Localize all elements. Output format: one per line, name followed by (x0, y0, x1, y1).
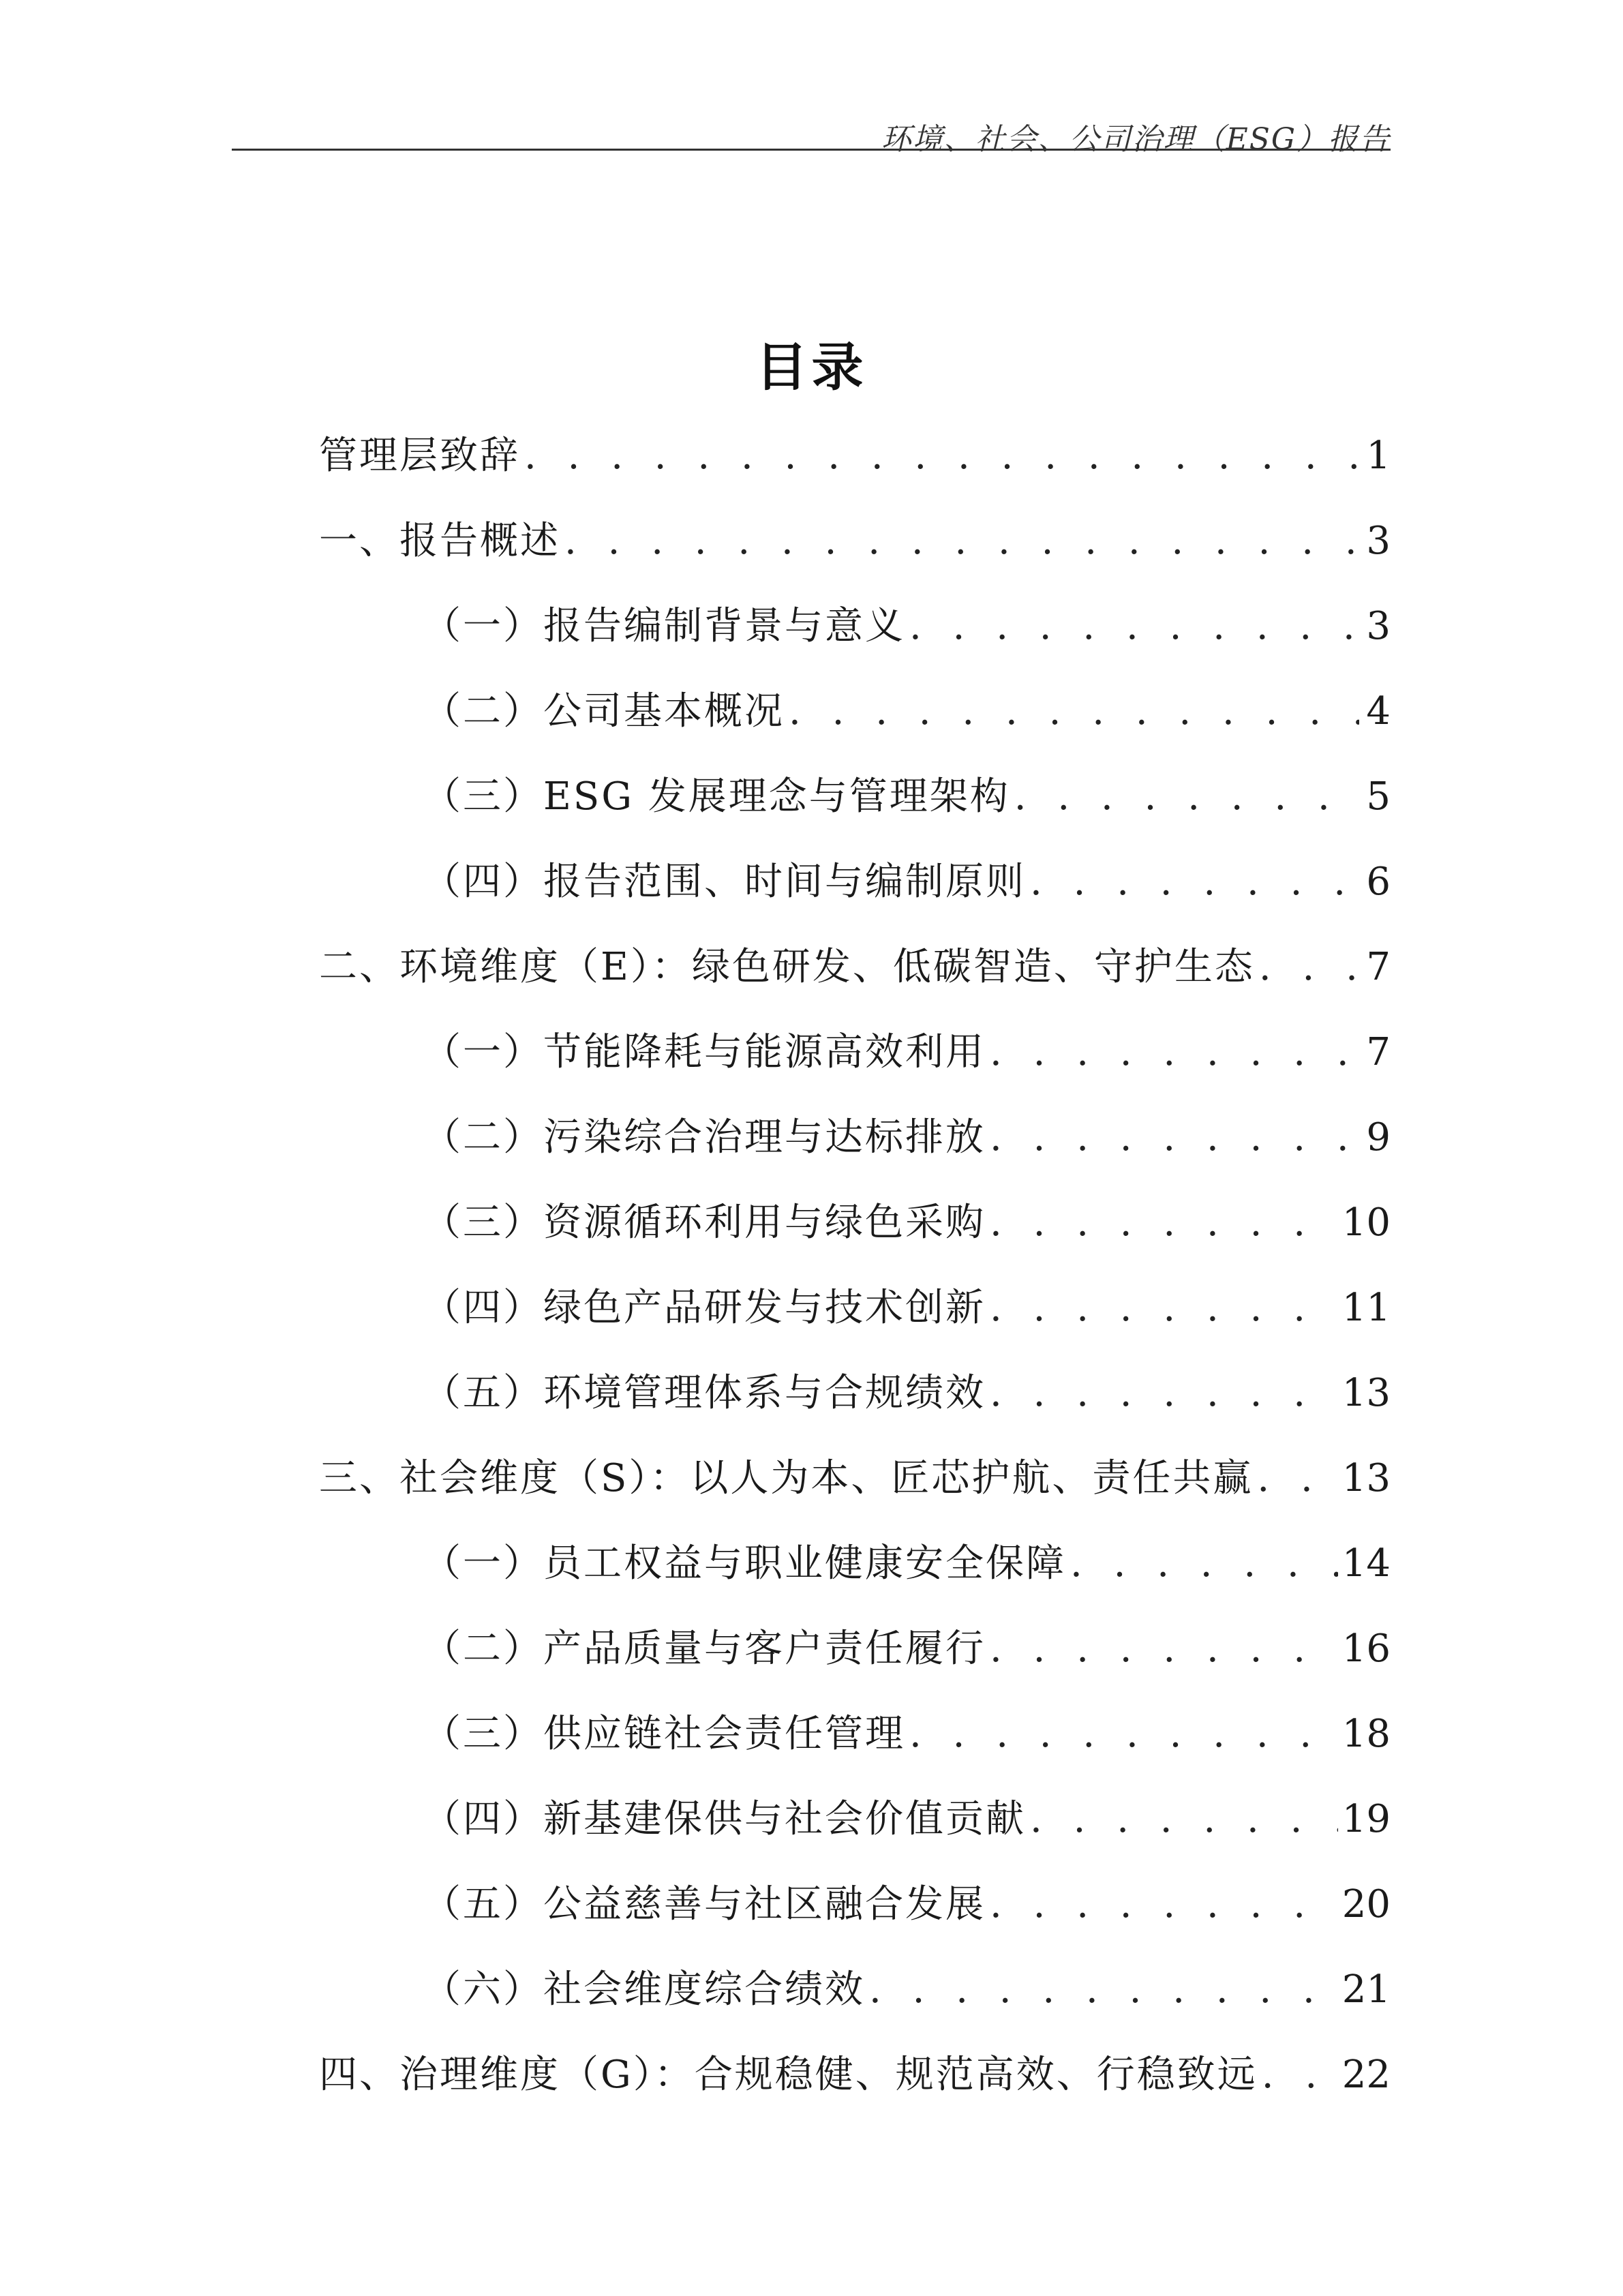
toc-page-number: 18 (1341, 1711, 1391, 1756)
toc-leader-dots (909, 607, 1359, 646)
toc-leader-dots (1259, 948, 1359, 986)
toc-leader-dots (990, 1289, 1338, 1327)
toc-entry-title: （一）报告编制背景与意义 (423, 603, 905, 648)
toc-entry[interactable] (319, 1010, 1391, 1095)
toc-page-number: 13 (1341, 1370, 1391, 1415)
toc-page-number: 7 (1366, 944, 1391, 989)
running-header (232, 115, 1391, 157)
toc-entry-title: （三）资源循环利用与绿色采购 (423, 1200, 986, 1245)
toc-entry-title: （五）环境管理体系与合规绩效 (423, 1370, 986, 1415)
toc-leader-dots (909, 1715, 1338, 1753)
toc-entry[interactable] (319, 839, 1391, 924)
toc-page-number: 11 (1341, 1285, 1391, 1330)
toc-leader-dots (524, 437, 1359, 475)
toc-entry[interactable] (319, 1691, 1391, 1777)
toc-page-number: 7 (1366, 1029, 1391, 1074)
toc-leader-dots (869, 1971, 1338, 2009)
toc-leader-dots (1030, 1800, 1338, 1839)
toc-entry[interactable] (319, 1606, 1391, 1691)
toc-entry[interactable] (319, 1095, 1391, 1180)
toc-page-number: 19 (1341, 1796, 1391, 1841)
toc-entry[interactable] (319, 413, 1391, 498)
toc-entry-title: （四）报告范围、时间与编制原则 (423, 859, 1026, 904)
toc-leader-dots (789, 693, 1359, 731)
toc-leader-dots (990, 1033, 1359, 1072)
toc-leader-dots (1070, 1545, 1338, 1583)
toc-entry-title: （一）节能降耗与能源高效利用 (423, 1029, 986, 1074)
toc-entry[interactable] (319, 924, 1391, 1010)
toc-entry[interactable] (319, 1947, 1391, 2032)
toc-entry-title: （二）公司基本概况 (423, 689, 785, 734)
toc-page-number: 9 (1366, 1115, 1391, 1160)
toc-page-number: 3 (1366, 603, 1391, 648)
toc-entry-title: （四）绿色产品研发与技术创新 (423, 1285, 986, 1330)
toc-entry[interactable] (319, 1265, 1391, 1350)
toc-page-number: 10 (1341, 1200, 1391, 1245)
toc-entry[interactable] (319, 498, 1391, 584)
toc-entry[interactable] (319, 1777, 1391, 1862)
toc-page-number: 21 (1341, 1967, 1391, 2012)
header-title: 环境、社会、公司治理（ESG）报告 (881, 122, 1391, 157)
toc-entry-title: （四）新基建保供与社会价值贡献 (423, 1796, 1026, 1841)
toc-page-number: 14 (1341, 1541, 1391, 1586)
toc-leader-dots (990, 1119, 1359, 1157)
toc-leader-dots (990, 1374, 1338, 1413)
toc-page-number: 22 (1341, 2052, 1391, 2097)
toc-leader-dots (990, 1630, 1338, 1668)
toc-leader-dots (990, 1204, 1338, 1242)
toc-entry[interactable] (319, 754, 1391, 839)
toc-entry-title: 一、报告概述 (319, 518, 560, 563)
toc-leader-dots (564, 522, 1359, 560)
toc-entry[interactable] (319, 1862, 1391, 1947)
toc-entry[interactable] (319, 1436, 1391, 1521)
toc-page-number: 5 (1366, 774, 1391, 819)
toc-leader-dots (1030, 863, 1359, 901)
toc-leader-dots (1262, 2056, 1338, 2094)
toc-page-number: 20 (1341, 1882, 1391, 1927)
toc-page-number: 16 (1341, 1626, 1391, 1671)
toc-entry-title: （二）污染综合治理与达标排放 (423, 1115, 986, 1160)
toc-page-number: 1 (1366, 433, 1391, 478)
toc-entry-title: （三）ESG 发展理念与管理架构 (423, 774, 1010, 819)
table-of-contents (319, 413, 1391, 2117)
toc-entry-title: 管理层致辞 (319, 433, 520, 478)
toc-entry-title: （六）社会维度综合绩效 (423, 1967, 865, 2012)
toc-entry-title: （三）供应链社会责任管理 (423, 1711, 905, 1756)
toc-entry[interactable] (319, 1350, 1391, 1436)
toc-page-number: 13 (1341, 1455, 1391, 1500)
toc-entry-title: 四、治理维度（G）：合规稳健、规范高效、行稳致远 (319, 2052, 1258, 2097)
toc-leader-dots (1257, 1460, 1337, 1498)
toc-entry[interactable] (319, 584, 1391, 669)
toc-entry-title: 二、环境维度（E）：绿色研发、低碳智造、守护生态 (319, 944, 1255, 989)
toc-entry-title: 三、社会维度（S）：以人为本、匠芯护航、责任共赢 (319, 1455, 1254, 1500)
toc-entry-title: （二）产品质量与客户责任履行 (423, 1626, 986, 1671)
toc-page-number: 6 (1366, 859, 1391, 904)
toc-entry-title: （一）员工权益与职业健康安全保障 (423, 1541, 1066, 1586)
toc-entry[interactable] (319, 669, 1391, 754)
toc-entry[interactable] (319, 1180, 1391, 1265)
toc-page-number: 3 (1366, 518, 1391, 563)
page-title: 目录 (755, 337, 868, 397)
toc-leader-dots (1014, 778, 1359, 816)
toc-entry-title: （五）公益慈善与社区融合发展 (423, 1882, 986, 1927)
toc-leader-dots (990, 1886, 1338, 1924)
toc-page-number: 4 (1366, 689, 1391, 734)
toc-entry[interactable] (319, 1521, 1391, 1606)
toc-entry[interactable] (319, 2032, 1391, 2117)
